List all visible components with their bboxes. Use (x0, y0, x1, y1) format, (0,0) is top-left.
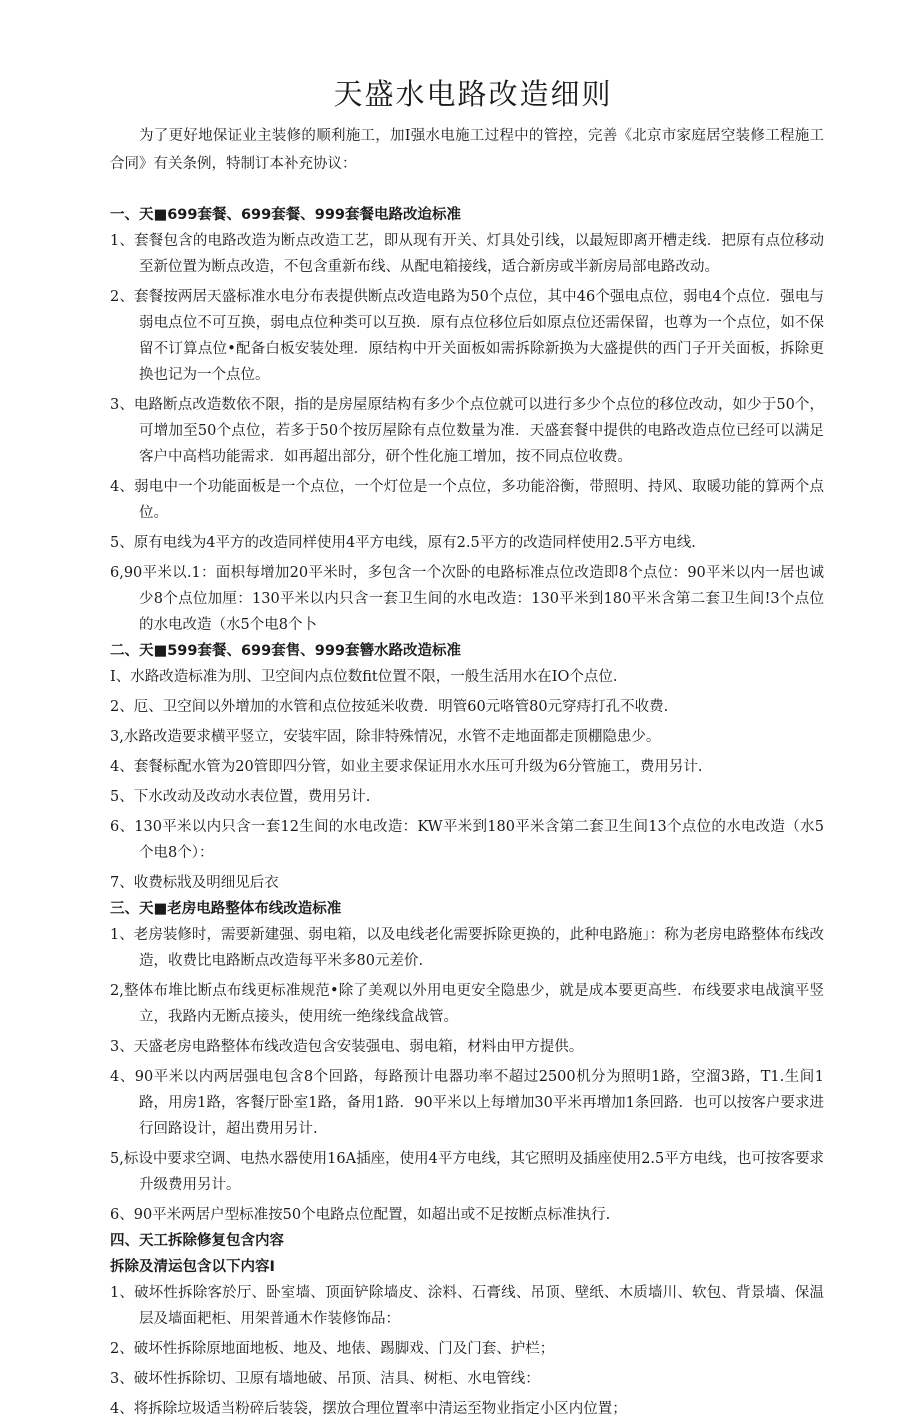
list-item: 1、破坏性拆除客於厅、卧室墙、顶面铲除墙皮、涂料、石膏线、吊顶、壁纸、木质墙川、软包、背景墙、保温层及墙面耙柜、用架普通木作装修饰品： (110, 1285, 824, 1327)
list-item: 4、将拆除垃圾适当粉碎后装袋，摆放合理位置率中清运至物业指定小区内位置； (110, 1401, 627, 1417)
list-item: 5、下水改动及改动水表位置，费用另计. (110, 789, 371, 805)
list-item: 5,标设中要求空调、电热水器使用16A插座，使用4平方电线，其它照明及插座使用2.5平方电线，也可按客要求升级费用另计。 (110, 1151, 824, 1193)
intro-paragraph: 为了更好地保证业主装修的顺利施工，加I强水电施工过程中的管控，完善《北京市家庭居空装修工程施工合同》有关条例，特制订本补充协议： (110, 128, 824, 172)
list-item: 2、破坏性拆除原地面地板、地及、地俵、踢脚戏、门及门套、护栏； (110, 1341, 555, 1357)
list-item: 2,整体布堆比断点布线更标准规范•除了美观以外用电更安全隐患少，就是成本要更高些．布线要求电战演平竖立，我路内无断点接头，使用统一绝缘线盒战管。 (110, 983, 824, 1025)
section-heading-plumbing: 二、天■599套餐、699套售、999套簪水路改造标准 (110, 643, 462, 659)
list-item: 3、破坏性拆除切、卫原有墙地破、吊顶、洁具、树柜、水电管线： (110, 1371, 540, 1387)
list-item: I、水路改造标准为刖、卫空间内点位数fit位置不限，一般生活用水在IO个点位. (110, 669, 618, 685)
section-heading-electrical: 一、天■699套餐、699套餐、999套餐电路改迨标准 (110, 207, 462, 223)
section-heading-old-house-wiring: 三、天■老房电路整体布线改造标准 (110, 901, 342, 917)
list-item: 6,90平米以.1：面枳每增加20平米时，多包含一个次卧的电路标准点位改造即8个点位：90平米以内一居也诚少8个点位加厘：130平米以内只含一套卫生间的水电改造：130平米到180平米含第二套卫生间!3个点位的水电改造（水5个电8个卜 (110, 565, 824, 633)
list-item: 7、收费标戕及明细见后衣 (110, 875, 279, 891)
list-item: 6、90平米两居户型标准按50个电路点位配置，如超出或不足按断点标准执行. (110, 1207, 611, 1223)
list-item: 6、130平米以内只含一套12生间的水电改造：KW平米到180平米含第二套卫生间13个点位的水电改造（水5个电8个）： (110, 819, 824, 861)
document-title: 天盛水电路改造细则 (333, 77, 613, 111)
list-item: 3、天盛老房电路整体布线改造包含安装强电、弱电箱，材料由甲方提供。 (110, 1039, 584, 1055)
list-item: 1、套餐包含的电路改造为断点改造工艺，即从现有开关、灯具处引线，以最短即离开槽走线．把原有点位移动至新位置为断点改造，不包含重新布线、从配电箱接线，适合新房或半新房局部电路改动。 (110, 233, 824, 275)
list-item: 2、厄、卫空间以外增加的水管和点位按延米收费．明管60元咯管80元穿痔打孔不收费. (110, 699, 669, 715)
list-item: 4、套餐标配水管为20管即四分管，如业主要求保证用水水压可升级为6分管施工，费用另计. (110, 759, 703, 775)
list-item: 2、套餐按两居天盛标准水电分布表提供断点改造电路为50个点位，其中46个强电点位，弱电4个点位．强电与弱电点位不可互换，弱电点位种类可以互换．原有点位移位后如原点位还需保留，也尊为一个点位，如不保留不订算点位•配备白板安装处理．原结构中开关面板如需拆除新换为大盛提供的西门子开关面板，拆除更换也记为一个点位。 (110, 289, 824, 383)
list-item: 5、原有电线为4平方的改造同样使用4平方电线，原有2.5平方的改造同样使用2.5平方电线. (110, 535, 696, 551)
section-heading-demolition: 四、天工拆除修复包含内容 (110, 1233, 284, 1249)
list-item: 3、电路断点改造数依不限，指的是房屋原结构有多少个点位就可以进行多少个点位的移位改动，如少于50个，可增加至50个点位，若多于50个按厉屋除有点位数量为准．天盛套餐中提供的电路改造点位已经可以满足客户中高档功能需求．如再超出部分，研个性化施工增加，按不同点位收费。 (110, 397, 824, 465)
list-item: 4、弱电中一个功能面板是一个点位，一个灯位是一个点位，多功能浴衡，带照明、持风、取暖功能的算两个点位。 (110, 479, 824, 521)
sub-heading-demolition-scope: 拆除及清运包含以下内容I (110, 1259, 275, 1275)
list-item: 1、老房装修时，需要新建强、弱电箱，以及电线老化需要拆除更换的，此种电路施」：称为老房电路整体布线改造，收费比电路断点改造每平米多80元差价. (110, 927, 824, 969)
list-item: 4、90平米以内两居强电包含8个回路，每路预计电器功率不超过2500机分为照明1路，空溜3路，T1.生间1路，用房1路，客餐厅卧室1路，备用1路．90平米以上每增加30平米再增加1条回路．也可以按客户要求进行回路设计，超出费用另计. (110, 1069, 824, 1137)
list-item: 3,水路改造要求横平竖立，安装牢固，除非特殊情况，水管不走地面都走顶棚隐患少。 (110, 729, 661, 745)
